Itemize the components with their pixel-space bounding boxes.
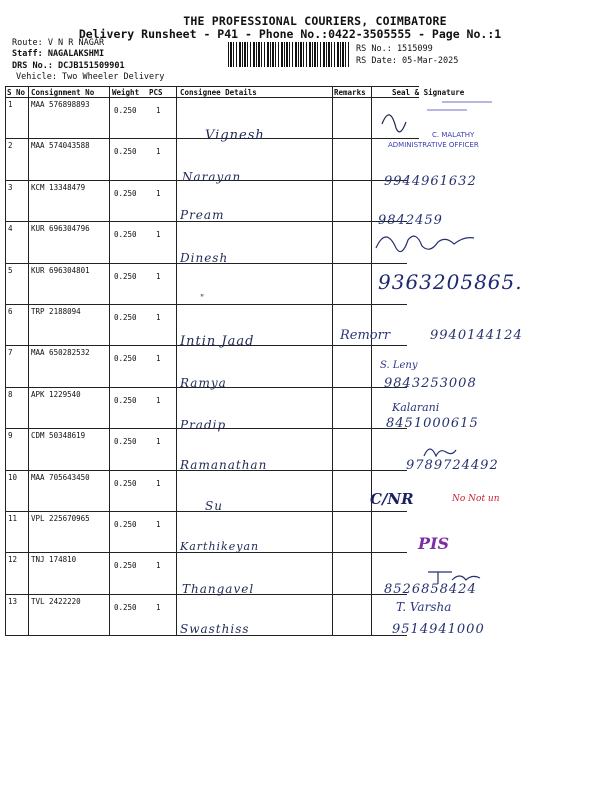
cell-consignment: MAA 705643450 bbox=[31, 472, 90, 482]
cell-sno: 12 bbox=[8, 555, 18, 565]
cell-consignment: TVL 2422220 bbox=[31, 596, 81, 606]
cell-consignment: TRP 2188094 bbox=[31, 307, 81, 316]
cell-sno: 11 bbox=[8, 514, 18, 523]
handwritten-phone: 9843253008 bbox=[384, 376, 477, 391]
cell-weight: 0.250 bbox=[114, 271, 137, 281]
signature-scribble bbox=[424, 566, 484, 588]
cell-consignment: KCM 13348479 bbox=[31, 182, 86, 192]
handwritten-phone: 8526858424 bbox=[384, 582, 477, 597]
staff: Staff: NAGALAKSHMI bbox=[12, 49, 105, 59]
row-rule bbox=[5, 304, 407, 305]
col-header-signature: Seal & Signature bbox=[392, 88, 465, 97]
stamp-title: ADMINISTRATIVE OFFICER bbox=[388, 141, 479, 149]
rs-number: RS No.: 1515099 bbox=[356, 44, 433, 54]
col-header-sno: S No bbox=[7, 88, 26, 97]
cell-sno: 4 bbox=[8, 224, 13, 234]
handwritten-phone: 9944961632 bbox=[384, 174, 477, 189]
cell-weight: 0.250 bbox=[114, 478, 137, 488]
cell-consignment: APK 1229540 bbox=[31, 389, 81, 399]
handwritten-phone: 9842459 bbox=[378, 213, 443, 228]
cell-weight: 0.250 bbox=[114, 395, 137, 405]
stamp-graphic bbox=[372, 96, 502, 144]
cell-pcs: 1 bbox=[156, 106, 161, 115]
signature-scribble bbox=[372, 228, 502, 258]
col-header-remarks: Remarks bbox=[334, 88, 366, 97]
cell-weight: 0.250 bbox=[114, 147, 137, 157]
handwritten-name: Dinesh bbox=[180, 251, 229, 265]
cell-sno: 1 bbox=[8, 100, 13, 109]
cell-pcs: 1 bbox=[156, 271, 161, 281]
handwritten-name: Narayan bbox=[182, 170, 242, 184]
cell-sno: 3 bbox=[8, 182, 13, 192]
handwritten-signature: Kalarani bbox=[392, 401, 440, 414]
route: Route: V N R NAGAR bbox=[12, 38, 105, 48]
cell-consignment: MAA 574043588 bbox=[31, 141, 90, 151]
cell-weight: 0.250 bbox=[114, 313, 137, 322]
drs-number: DRS No.: DCJB151509901 bbox=[12, 61, 125, 71]
cell-weight: 0.250 bbox=[114, 106, 137, 115]
col-header-pcs: PCS bbox=[149, 88, 163, 97]
col-header-consignment: Consignment No bbox=[31, 88, 95, 97]
cell-pcs: 1 bbox=[156, 354, 161, 364]
cell-sno: 13 bbox=[8, 596, 18, 606]
handwritten-name: Intin Jaad bbox=[180, 334, 255, 349]
cell-consignment: KUR 696304796 bbox=[31, 224, 90, 234]
cell-pcs: 1 bbox=[156, 395, 161, 405]
table-top-rule bbox=[5, 86, 419, 87]
signature-scribble bbox=[420, 440, 460, 464]
cell-weight: 0.250 bbox=[114, 561, 137, 571]
stamp-name: C. MALATHY bbox=[432, 131, 475, 139]
handwritten-name: " bbox=[200, 294, 206, 304]
handwritten-phone: 9363205865. bbox=[378, 270, 523, 294]
handwritten-phone: 9789724492 bbox=[406, 458, 499, 473]
cell-sno: 6 bbox=[8, 307, 13, 316]
cell-consignment: VPL 225670965 bbox=[31, 514, 90, 523]
cell-pcs: 1 bbox=[156, 147, 161, 157]
handwritten-name: Ramanathan bbox=[180, 458, 268, 472]
cell-sno: 2 bbox=[8, 141, 13, 151]
handwritten-name: Swasthiss bbox=[180, 622, 250, 636]
cell-pcs: 1 bbox=[156, 602, 161, 612]
cell-consignment: MAA 650282532 bbox=[31, 348, 90, 358]
cell-sno: 9 bbox=[8, 431, 13, 441]
remark-pis: PIS bbox=[418, 534, 450, 553]
cell-sno: 7 bbox=[8, 348, 13, 358]
handwritten-name: Thangavel bbox=[182, 582, 255, 596]
cell-consignment: TNJ 174810 bbox=[31, 555, 77, 565]
handwritten-phone: 9940144124 bbox=[430, 328, 523, 343]
company-title: THE PROFESSIONAL COURIERS, COIMBATORE bbox=[183, 14, 447, 28]
cell-pcs: 1 bbox=[156, 230, 161, 240]
handwritten-signature: Remorr bbox=[340, 328, 391, 343]
cell-sno: 10 bbox=[8, 472, 18, 482]
handwritten-name: Pradip bbox=[180, 418, 227, 432]
cell-weight: 0.250 bbox=[114, 188, 137, 198]
cell-weight: 0.250 bbox=[114, 354, 137, 364]
cell-weight: 0.250 bbox=[114, 230, 137, 240]
cell-sno: 5 bbox=[8, 265, 13, 275]
cell-weight: 0.250 bbox=[114, 437, 137, 447]
cell-consignment: MAA 576898893 bbox=[31, 100, 90, 109]
handwritten-name: Ramya bbox=[180, 376, 227, 390]
table-header-rule bbox=[5, 97, 419, 98]
handwritten-signature: T. Varsha bbox=[396, 600, 452, 614]
cell-weight: 0.250 bbox=[114, 520, 137, 529]
cell-pcs: 1 bbox=[156, 313, 161, 322]
cell-pcs: 1 bbox=[156, 520, 161, 529]
handwritten-name: Karthikeyan bbox=[180, 540, 260, 553]
handwritten-name: Su bbox=[205, 499, 223, 513]
handwritten-name: Vignesh bbox=[205, 128, 265, 143]
vehicle: Vehicle: Two Wheeler Delivery bbox=[16, 72, 165, 82]
cell-sno: 8 bbox=[8, 389, 13, 399]
cell-pcs: 1 bbox=[156, 437, 161, 447]
cell-consignment: KUR 696304801 bbox=[31, 265, 90, 275]
handwritten-name: Pream bbox=[180, 208, 225, 222]
cell-pcs: 1 bbox=[156, 561, 161, 571]
handwritten-signature: S. Leny bbox=[380, 360, 418, 371]
cell-weight: 0.250 bbox=[114, 602, 137, 612]
barcode bbox=[228, 42, 350, 67]
handwritten-phone: 8451000615 bbox=[386, 416, 479, 431]
remark-red-note: No Not un bbox=[452, 494, 500, 504]
remark-cnr: C/NR bbox=[370, 490, 414, 508]
runsheet-title: Delivery Runsheet - P41 - Phone No.:0422-3505555 - Page No.:1 bbox=[78, 27, 502, 41]
handwritten-phone: 9514941000 bbox=[392, 622, 485, 637]
rs-date: RS Date: 05-Mar-2025 bbox=[356, 56, 459, 66]
cell-pcs: 1 bbox=[156, 188, 161, 198]
cell-consignment: CDM 50348619 bbox=[31, 431, 86, 441]
col-header-weight: Weight bbox=[112, 88, 140, 97]
col-header-consignee: Consignee Details bbox=[180, 88, 257, 97]
cell-pcs: 1 bbox=[156, 478, 161, 488]
